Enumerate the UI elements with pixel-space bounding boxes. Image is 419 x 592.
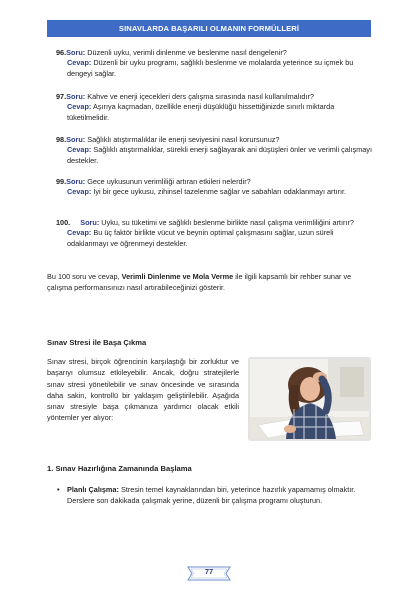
stressed-student-photo (248, 357, 371, 441)
answer-line: Cevap: İyi bir gece uykusu, zihinsel tazelenme sağlar ve sabahları odaklanmayı artırır. (67, 187, 347, 197)
bullet-dot-icon: • (57, 485, 60, 494)
stress-paragraph: Sınav stresi, birçok öğrencinin karşılaştığı bir zorluktur ve başarıyı olumsuz etkileyebilir. Ancak, doğru stratejilerle sınav stresi yönetilebilir ve sınav öncesinde ve sırasında daha sakin, kontrollü bir yaklaşım geliştirilebilir. Aşağıda sınav stresiyle başa çıkmanıza yardımcı olacak etkili yöntemler yer alıyor: (47, 357, 239, 423)
answer-line: Cevap: Düzenli bir uyku programı, sağlıklı beslenme ve molalarda yeterince su içmek bu dengeyi sağlar. (67, 58, 354, 78)
qa-item-96 (56, 48, 376, 79)
bullet-item (57, 484, 373, 506)
subsection-title: 1. Sınav Hazırlığına Zamanında Başlama (47, 464, 192, 473)
header-title: SINAVLARDA BAŞARILI OLMANIN FORMÜLLERİ (118, 24, 300, 33)
page-number-badge (186, 565, 232, 582)
qa-item-97 (56, 92, 376, 123)
answer-line: Cevap: Sağlıklı atıştırmalıklar, sürekli enerji sağlayarak ani düşüşleri önler ve verimli çalışmayı destekler. (67, 145, 372, 165)
answer-line: Cevap: Bu üç faktör birlikte vücut ve beynin optimal çalışmasını sağlar, uzun süreli odaklanmayı ve öğrenmeyi destekler. (67, 228, 334, 248)
page-number: 77 (204, 567, 214, 576)
question-line: 97.Soru: Kahve ve enerji içecekleri ders çalışma sırasında nasıl kullanılmalıdır? (56, 92, 314, 101)
summary-paragraph: Bu 100 soru ve cevap, Verimli Dinlenme ve Mola Verme ile ilgili kapsamlı bir rehber sunar ve çalışma performansınızı nasıl artırabileceğinizi gösterir. (47, 272, 352, 292)
bullet-text: Stresin temel kaynaklarından biri, yeterince hazırlık yapamamış olmaktır. Derslere son dakikada çalışmak yerine, düzenli bir çalışma programı oluşturun. (67, 485, 356, 505)
page-header-bar (47, 20, 371, 37)
answer-line: Cevap: Aşırıya kaçmadan, özellikle enerji düşüklüğü hissettiğinizde sınırlı miktarda tüketilmelidir. (67, 102, 335, 122)
question-line: 96.Soru: Düzenli uyku, verimli dinlenme ve beslenme nasıl dengelenir? (56, 48, 287, 57)
qa-item-100 (56, 218, 376, 249)
bullet-label: Planlı Çalışma: (67, 485, 119, 494)
question-line: 100. Soru: Uyku, su tüketimi ve sağlıklı beslenme birlikte nasıl çalışma verimliliğini artırır? (56, 218, 354, 227)
question-line: 99.Soru: Gece uykusunun verimliliği artıran etkileri nelerdir? (56, 177, 251, 186)
summary-emphasis: Verimli Dinlenme ve Mola Verme (121, 272, 234, 281)
qa-item-99 (56, 177, 376, 198)
question-line: 98.Soru: Sağlıklı atıştırmalıklar ile enerji seviyesini nasıl korursunuz? (56, 135, 280, 144)
section-title: Sınav Stresi ile Başa Çıkma (47, 338, 147, 347)
qa-item-98 (56, 135, 376, 166)
